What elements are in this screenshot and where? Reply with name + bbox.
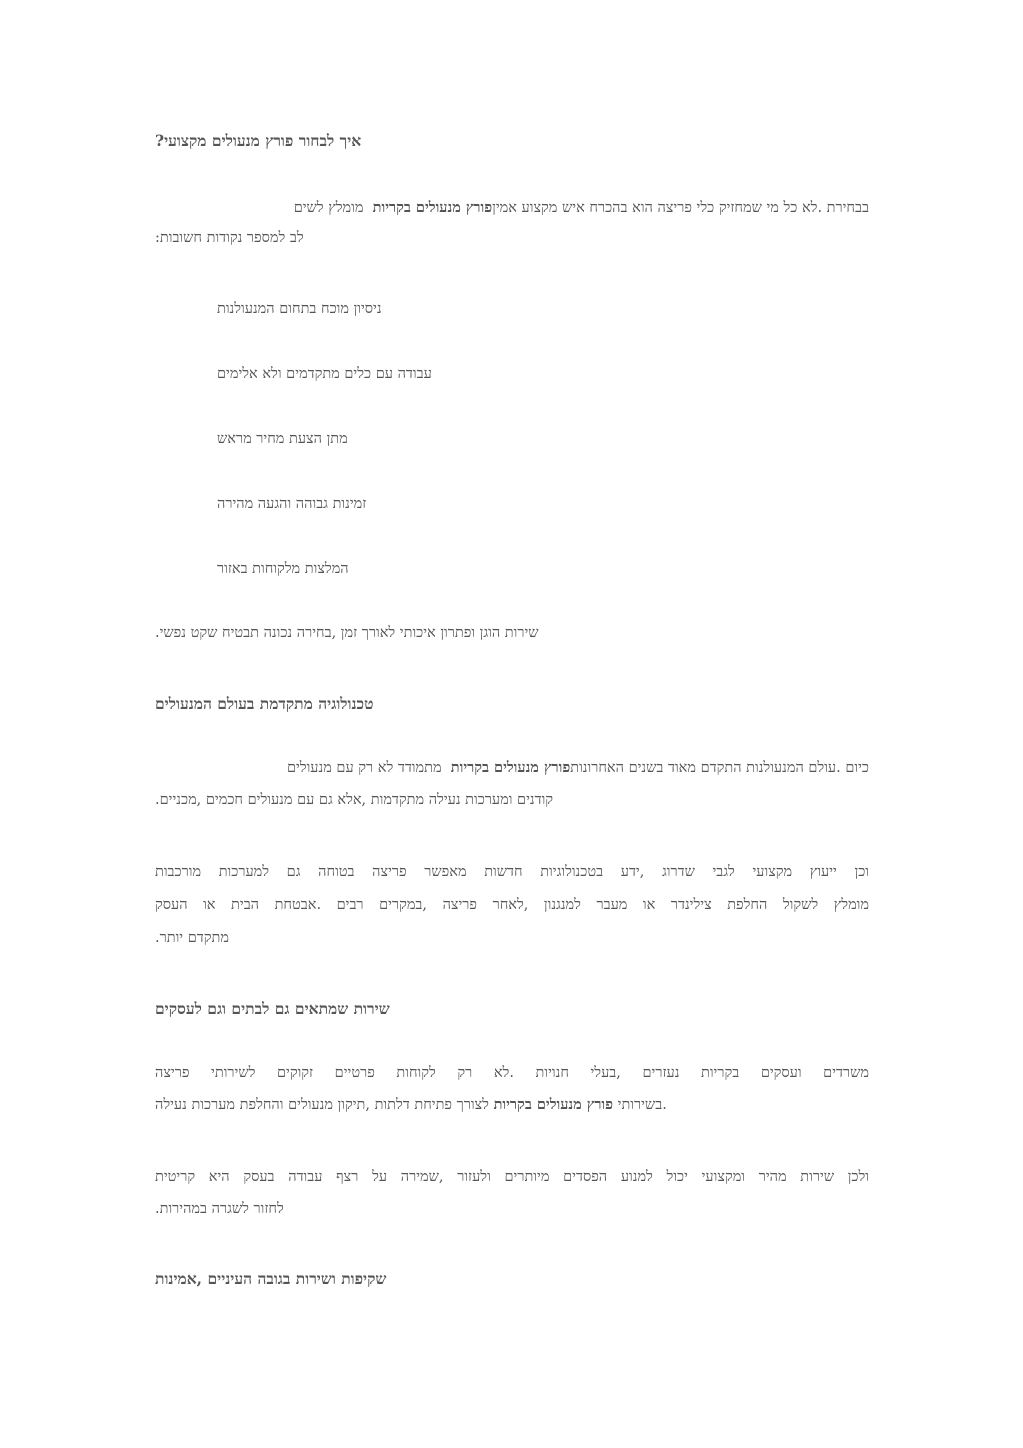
p1-bold-keyword: פורץ מנעולים בקריות — [450, 759, 571, 776]
list-item: מתן הצעת מחיר מראש — [217, 431, 348, 447]
section-3-heading: שירות שמתאים גם לבתים וגם לעסקים — [155, 999, 390, 1018]
section-1-intro-line-1-full — [155, 194, 869, 222]
list-item: עבודה עם כלים מתקדמים ולא אלימים — [217, 366, 432, 382]
section-3-p2-line-1: ולכן שירות מהיר ומקצועי יכול למנוע הפסדים מיותרים ולעזור ,שמירה על רצף עבודה בעסק היא קריטית — [155, 1169, 869, 1185]
section-3-p1-line-2 — [155, 1089, 869, 1121]
section-2-p2-line-2: מומלץ לשקול החלפת צילינדר או מעבר למנגנון ,לאחר פריצה ,במקרים רבים .אבטחת הבית או העסק — [155, 897, 869, 913]
section-2-heading: טכנולוגיה מתקדמת בעולם המנעולים — [155, 694, 374, 713]
section-1-heading: ?איך לבחור פורץ מנעולים מקצועי — [155, 131, 362, 150]
list-item: זמינות גבוהה והגעה מהירה — [217, 496, 367, 512]
s3-text-part-2: לצורך פתיחת דלתות ,תיקון מנעולים והחלפת מערכות נעילה. — [155, 1097, 667, 1113]
section-1-intro-line-2: :לב למספר נקודות חשובות — [155, 230, 304, 246]
intro-bold-keyword: פורץ מנעולים בקריות — [372, 199, 493, 216]
section-2 — [155, 693, 869, 715]
section-1 — [155, 130, 869, 152]
section-1-closing-block — [155, 622, 869, 644]
section-2-p1-line-1 — [155, 752, 869, 784]
section-1-intro-rendered — [155, 194, 869, 254]
p1-text-part-2: כיום .עולם המנעולנות התקדם מאוד בשנים האחרונות — [570, 760, 869, 776]
section-2-paragraph-2 — [155, 856, 869, 954]
section-3-p2-line-2: .לחזור לשגרה במהירות — [155, 1201, 284, 1217]
section-3 — [155, 998, 869, 1020]
list-item: המלצות מלקוחות באזור — [217, 561, 349, 577]
section-2-p1-line-2: .קודנים ומערכות נעילה מתקדמות ,אלא גם עם מנעולים חכמים ,מכניים — [155, 792, 554, 808]
section-2-p2-line-3: .מתקדם יותר — [155, 930, 229, 946]
section-3-p1-line-1: משרדים ועסקים בקריות נעזרים ,בעלי חנויות .לא רק לקוחות פרטיים זקוקים לשירותי פריצה — [155, 1065, 869, 1081]
section-2-p2-line-1: וכן ייעוץ מקצועי לגבי שדרוג ,ידע בטכנולוגיות חדשות מאפשר פריצה בטוחה גם למערכות מורכבות — [155, 864, 869, 880]
s3-text-part-1: בשירותי — [613, 1097, 663, 1113]
intro-part-2-text: בבחירת .לא כל מי שמחזיק כלי פריצה הוא בהכרח איש מקצוע אמין — [492, 200, 869, 216]
section-3-paragraph-2 — [155, 1161, 869, 1225]
section-4-heading: שקיפות ושירות בגובה העיניים ,אמינות — [155, 1269, 387, 1288]
section-4 — [155, 1268, 869, 1290]
section-1-closing: .שירות הוגן ופתרון איכותי לאורך זמן ,בחירה נכונה תבטיח שקט נפשי — [155, 625, 539, 641]
section-2-paragraph-1 — [155, 752, 869, 816]
intro-part-1-text: מומלץ לשים — [293, 200, 364, 216]
p1-text-part-1: מתמודד לא רק עם מנעולים — [286, 760, 442, 776]
list-item: ניסיון מוכח בתחום המנעולנות — [217, 301, 382, 317]
s3-bold-keyword: פורץ מנעולים בקריות — [493, 1096, 614, 1113]
section-3-paragraph-1 — [155, 1057, 869, 1121]
